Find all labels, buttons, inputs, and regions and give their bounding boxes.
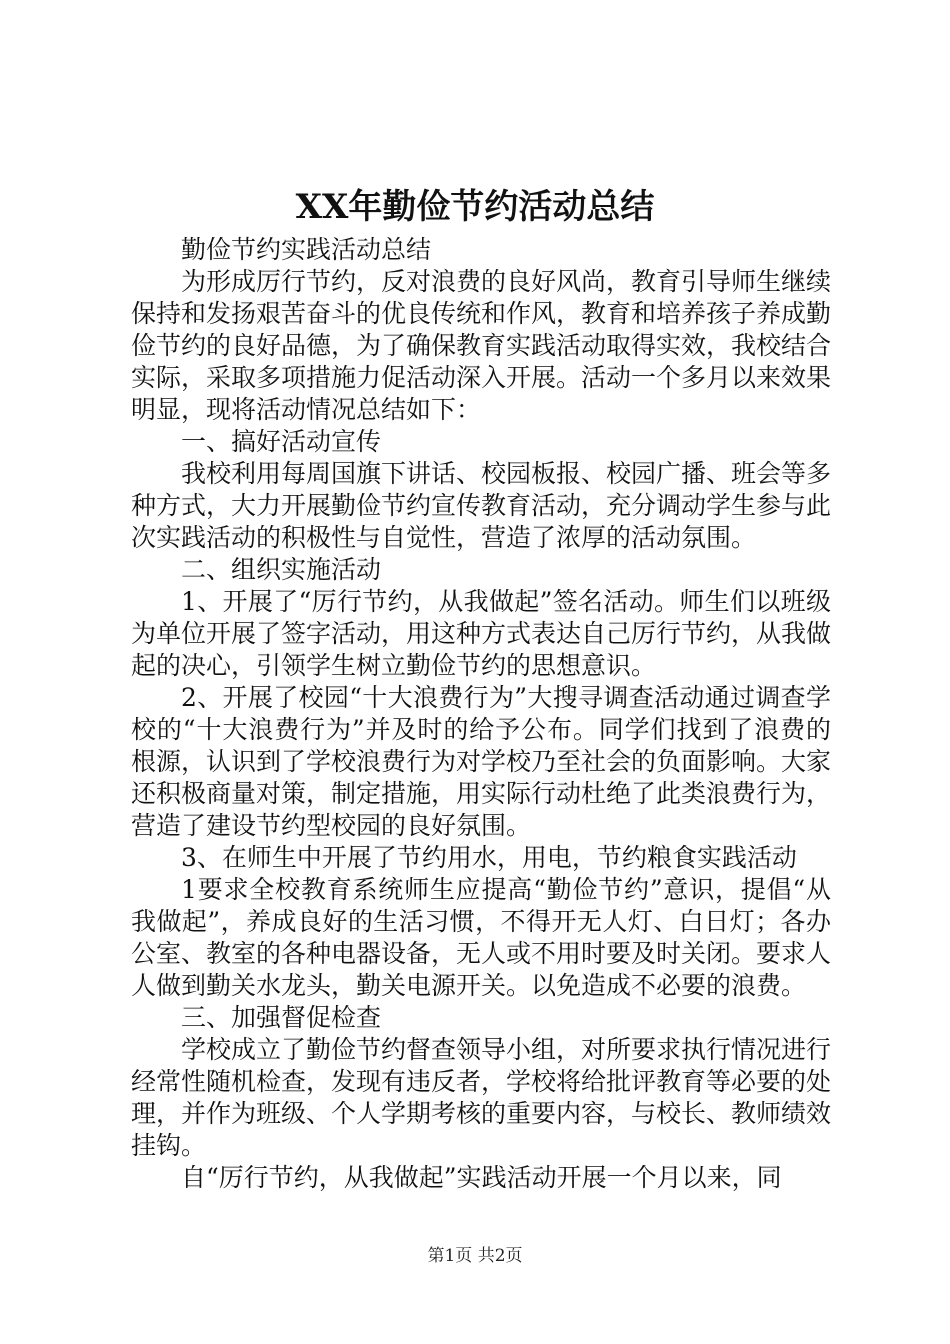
- page-number-footer: 第1页 共2页: [427, 1246, 523, 1266]
- intro-paragraph: 为形成厉行节约，反对浪费的良好风尚，教育引导师生继续保持和发扬艰苦奋斗的优良传统和作风，教育和培养孩子养成勤俭节约的良好品德，为了确保教育实践活动取得实效，我校结合实际，采取多项措施力促活动深入开展。活动一个多月以来效果明显，现将活动情况总结如下：: [131, 267, 832, 424]
- document-title: XX年勤俭节约活动总结: [295, 187, 655, 227]
- subtitle-paragraph: 勤俭节约实践活动总结: [181, 235, 432, 264]
- section-heading-2: 二、组织实施活动: [181, 555, 382, 584]
- closing-paragraph: 自“厉行节约，从我做起”实践活动开展一个月以来，同: [181, 1163, 782, 1192]
- section-heading-1: 一、搞好活动宣传: [181, 427, 382, 456]
- section-2-item-3-detail: 1要求全校教育系统师生应提高“勤俭节约”意识，提倡“从我做起”，养成良好的生活习惯，不得开无人灯、白日灯；各办公室、教室的各种电器设备，无人或不用时要及时关闭。要求人人做到勤关水龙头，勤关电源开关。以免造成不必要的浪费。: [131, 875, 832, 1000]
- section-heading-3: 三、加强督促检查: [181, 1003, 382, 1032]
- section-1-paragraph: 我校利用每周国旗下讲话、校园板报、校园广播、班会等多种方式，大力开展勤俭节约宣传教育活动，充分调动学生参与此次实践活动的积极性与自觉性，营造了浓厚的活动氛围。: [131, 459, 832, 552]
- section-2-item-3: 3、在师生中开展了节约用水，用电，节约粮食实践活动: [181, 843, 797, 872]
- section-3-paragraph: 学校成立了勤俭节约督查领导小组，对所要求执行情况进行经常性随机检查，发现有违反者，学校将给批评教育等必要的处理，并作为班级、个人学期考核的重要内容，与校长、教师绩效挂钩。: [131, 1035, 832, 1160]
- document-body: [131, 234, 831, 1194]
- section-2-item-2: 2、开展了校园“十大浪费行为”大搜寻调查活动通过调查学校的“十大浪费行为”并及时的给予公布。同学们找到了浪费的根源，认识到了学校浪费行为对学校乃至社会的负面影响。大家还积极商量对策，制定措施，用实际行动杜绝了此类浪费行为，营造了建设节约型校园的良好氛围。: [131, 683, 832, 840]
- section-2-item-1: 1、开展了“厉行节约，从我做起”签名活动。师生们以班级为单位开展了签字活动，用这种方式表达自己厉行节约，从我做起的决心，引领学生树立勤俭节约的思想意识。: [131, 587, 832, 680]
